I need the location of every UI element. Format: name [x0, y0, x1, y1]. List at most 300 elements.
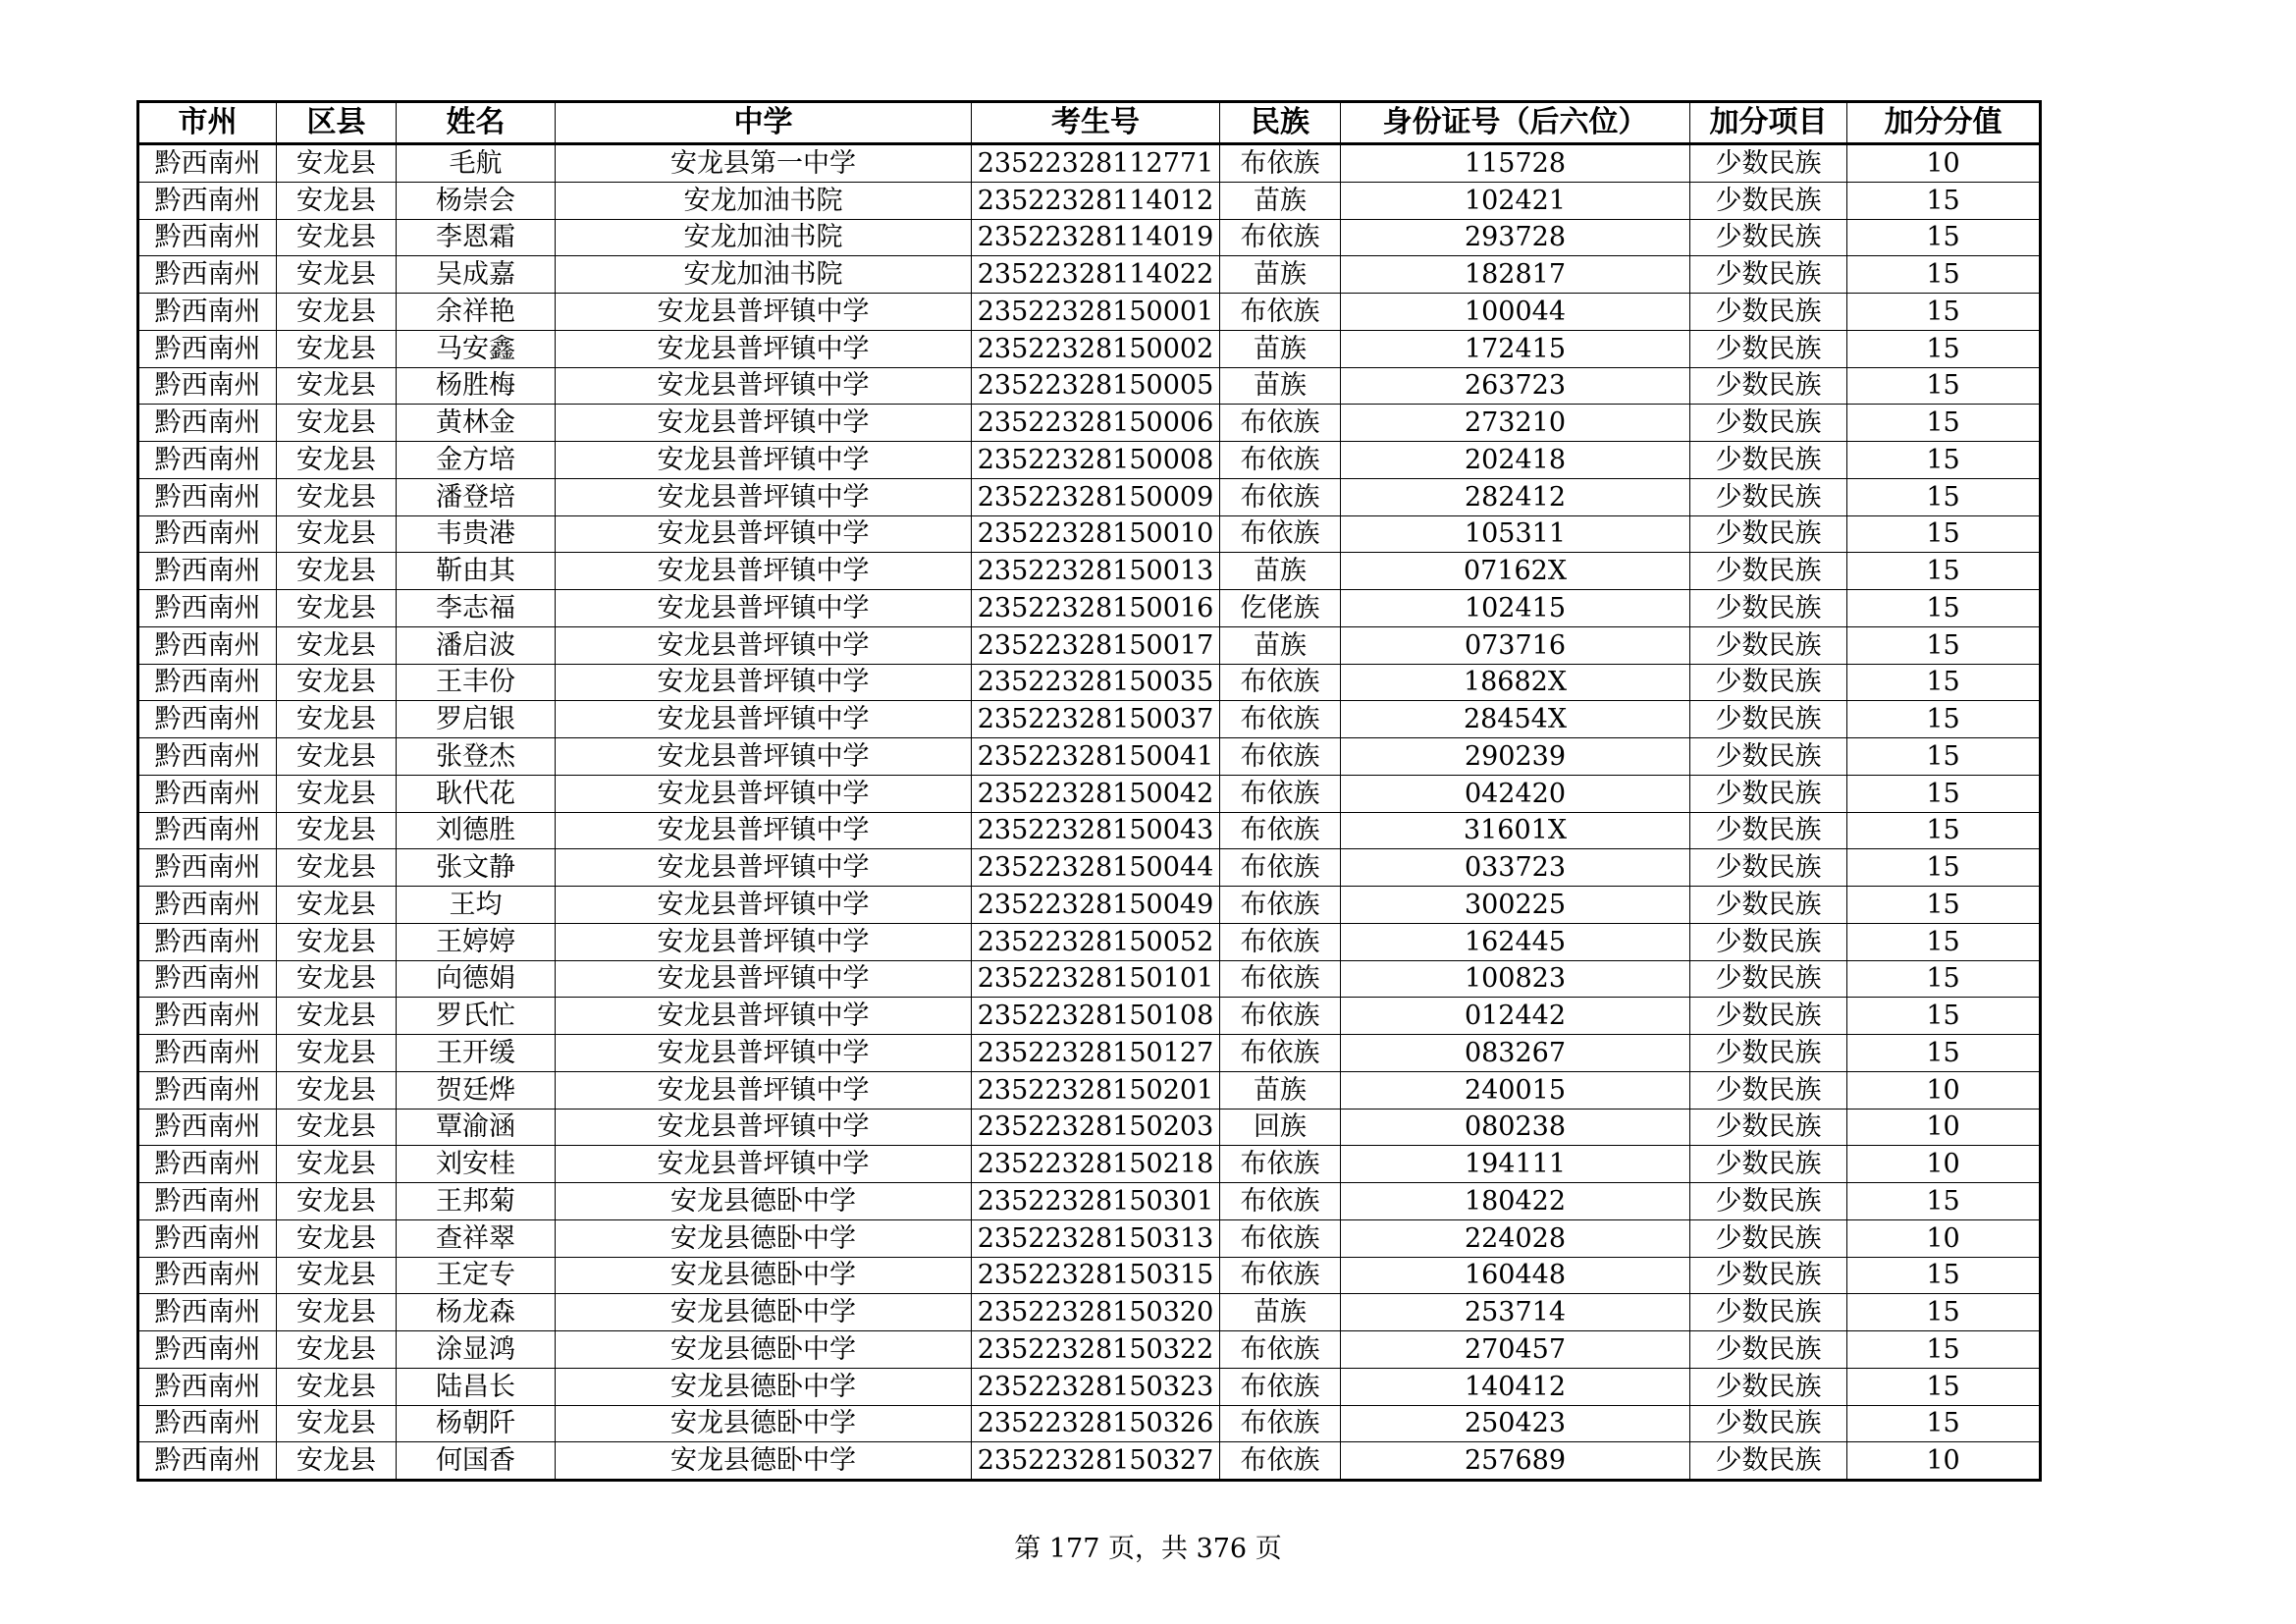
cell-school: 安龙县普坪镇中学 — [556, 1109, 972, 1146]
cell-bonus-item: 少数民族 — [1690, 442, 1847, 479]
cell-name: 靳由其 — [397, 553, 556, 590]
cell-ethnicity: 布依族 — [1220, 923, 1341, 960]
cell-county: 安龙县 — [277, 701, 397, 738]
cell-school: 安龙加油书院 — [556, 256, 972, 294]
cell-name: 金方培 — [397, 442, 556, 479]
table-row — [138, 960, 2041, 998]
table-row — [138, 1219, 2041, 1257]
cell-city: 黔西南州 — [138, 887, 277, 924]
cell-school: 安龙县普坪镇中学 — [556, 478, 972, 515]
table-row — [138, 1071, 2041, 1109]
cell-county: 安龙县 — [277, 738, 397, 776]
cell-bonus-item: 少数民族 — [1690, 701, 1847, 738]
column-header-id-suffix: 身份证号（后六位） — [1341, 102, 1690, 144]
cell-city: 黔西南州 — [138, 998, 277, 1035]
cell-exam-number: 23522328150016 — [972, 590, 1220, 627]
cell-name: 向德娟 — [397, 960, 556, 998]
cell-exam-number: 23522328150009 — [972, 478, 1220, 515]
cell-exam-number: 23522328150017 — [972, 626, 1220, 664]
cell-ethnicity: 布依族 — [1220, 1368, 1341, 1405]
cell-exam-number: 23522328150013 — [972, 553, 1220, 590]
cell-ethnicity: 布依族 — [1220, 998, 1341, 1035]
cell-id-suffix: 083267 — [1341, 1035, 1690, 1072]
cell-exam-number: 23522328150008 — [972, 442, 1220, 479]
cell-city: 黔西南州 — [138, 478, 277, 515]
cell-bonus-item: 少数民族 — [1690, 1219, 1847, 1257]
cell-county: 安龙县 — [277, 1368, 397, 1405]
cell-county: 安龙县 — [277, 256, 397, 294]
cell-exam-number: 23522328150037 — [972, 701, 1220, 738]
cell-city: 黔西南州 — [138, 775, 277, 812]
cell-school: 安龙加油书院 — [556, 219, 972, 256]
cell-id-suffix: 042420 — [1341, 775, 1690, 812]
cell-id-suffix: 073716 — [1341, 626, 1690, 664]
cell-bonus-item: 少数民族 — [1690, 626, 1847, 664]
cell-county: 安龙县 — [277, 219, 397, 256]
cell-id-suffix: 18682X — [1341, 664, 1690, 701]
cell-ethnicity: 布依族 — [1220, 515, 1341, 553]
cell-county: 安龙县 — [277, 1442, 397, 1481]
cell-id-suffix: 102421 — [1341, 182, 1690, 219]
cell-school: 安龙县德卧中学 — [556, 1405, 972, 1442]
table-row — [138, 256, 2041, 294]
cell-id-suffix: 273210 — [1341, 405, 1690, 442]
table-row — [138, 515, 2041, 553]
table-row — [138, 1183, 2041, 1220]
table-row — [138, 442, 2041, 479]
cell-bonus-item: 少数民族 — [1690, 478, 1847, 515]
cell-exam-number: 23522328150002 — [972, 330, 1220, 367]
cell-name: 覃渝涵 — [397, 1109, 556, 1146]
table-row — [138, 144, 2041, 183]
cell-name: 涂显鸿 — [397, 1331, 556, 1369]
table-row — [138, 701, 2041, 738]
cell-bonus-item: 少数民族 — [1690, 294, 1847, 331]
cell-county: 安龙县 — [277, 144, 397, 183]
cell-ethnicity: 苗族 — [1220, 330, 1341, 367]
cell-city: 黔西南州 — [138, 1183, 277, 1220]
cell-bonus-points: 10 — [1847, 1109, 2041, 1146]
table-row — [138, 998, 2041, 1035]
cell-school: 安龙县普坪镇中学 — [556, 1035, 972, 1072]
cell-county: 安龙县 — [277, 405, 397, 442]
cell-id-suffix: 162445 — [1341, 923, 1690, 960]
cell-school: 安龙县德卧中学 — [556, 1331, 972, 1369]
cell-bonus-item: 少数民族 — [1690, 553, 1847, 590]
cell-ethnicity: 苗族 — [1220, 553, 1341, 590]
cell-exam-number: 23522328150005 — [972, 367, 1220, 405]
cell-bonus-points: 15 — [1847, 1331, 2041, 1369]
cell-ethnicity: 布依族 — [1220, 478, 1341, 515]
cell-id-suffix: 293728 — [1341, 219, 1690, 256]
column-header-name: 姓名 — [397, 102, 556, 144]
cell-ethnicity: 仡佬族 — [1220, 590, 1341, 627]
cell-county: 安龙县 — [277, 1294, 397, 1331]
column-header-city: 市州 — [138, 102, 277, 144]
cell-city: 黔西南州 — [138, 738, 277, 776]
cell-name: 李志福 — [397, 590, 556, 627]
cell-exam-number: 23522328150315 — [972, 1257, 1220, 1294]
cell-city: 黔西南州 — [138, 701, 277, 738]
cell-id-suffix: 257689 — [1341, 1442, 1690, 1481]
cell-exam-number: 23522328150201 — [972, 1071, 1220, 1109]
cell-id-suffix: 270457 — [1341, 1331, 1690, 1369]
table-row — [138, 478, 2041, 515]
cell-county: 安龙县 — [277, 1219, 397, 1257]
cell-city: 黔西南州 — [138, 1035, 277, 1072]
cell-county: 安龙县 — [277, 367, 397, 405]
cell-name: 刘安桂 — [397, 1146, 556, 1183]
column-header-school: 中学 — [556, 102, 972, 144]
cell-name: 刘德胜 — [397, 812, 556, 849]
cell-bonus-item: 少数民族 — [1690, 1109, 1847, 1146]
table-header-row — [138, 102, 2041, 144]
cell-school: 安龙县普坪镇中学 — [556, 998, 972, 1035]
table-row — [138, 405, 2041, 442]
cell-city: 黔西南州 — [138, 330, 277, 367]
cell-exam-number: 23522328150043 — [972, 812, 1220, 849]
cell-county: 安龙县 — [277, 590, 397, 627]
cell-name: 杨龙森 — [397, 1294, 556, 1331]
cell-name: 查祥翠 — [397, 1219, 556, 1257]
cell-school: 安龙县普坪镇中学 — [556, 960, 972, 998]
cell-county: 安龙县 — [277, 998, 397, 1035]
cell-school: 安龙加油书院 — [556, 182, 972, 219]
column-header-ethnicity: 民族 — [1220, 102, 1341, 144]
table-row — [138, 1405, 2041, 1442]
cell-city: 黔西南州 — [138, 442, 277, 479]
cell-id-suffix: 194111 — [1341, 1146, 1690, 1183]
cell-bonus-points: 15 — [1847, 1368, 2041, 1405]
cell-id-suffix: 300225 — [1341, 887, 1690, 924]
cell-city: 黔西南州 — [138, 256, 277, 294]
cell-bonus-item: 少数民族 — [1690, 367, 1847, 405]
cell-school: 安龙县德卧中学 — [556, 1257, 972, 1294]
cell-bonus-item: 少数民族 — [1690, 515, 1847, 553]
cell-ethnicity: 布依族 — [1220, 664, 1341, 701]
cell-bonus-item: 少数民族 — [1690, 405, 1847, 442]
cell-ethnicity: 布依族 — [1220, 887, 1341, 924]
cell-id-suffix: 253714 — [1341, 1294, 1690, 1331]
column-header-bonus-points: 加分分值 — [1847, 102, 2041, 144]
cell-school: 安龙县普坪镇中学 — [556, 405, 972, 442]
cell-bonus-item: 少数民族 — [1690, 960, 1847, 998]
cell-school: 安龙县普坪镇中学 — [556, 1146, 972, 1183]
cell-name: 张文静 — [397, 849, 556, 887]
cell-county: 安龙县 — [277, 442, 397, 479]
cell-county: 安龙县 — [277, 849, 397, 887]
table-body — [138, 144, 2041, 1481]
cell-bonus-item: 少数民族 — [1690, 1257, 1847, 1294]
cell-ethnicity: 布依族 — [1220, 812, 1341, 849]
cell-name: 王丰份 — [397, 664, 556, 701]
cell-school: 安龙县普坪镇中学 — [556, 812, 972, 849]
cell-id-suffix: 250423 — [1341, 1405, 1690, 1442]
cell-exam-number: 23522328150322 — [972, 1331, 1220, 1369]
cell-bonus-item: 少数民族 — [1690, 849, 1847, 887]
score-bonus-table — [136, 100, 2042, 1482]
cell-id-suffix: 080238 — [1341, 1109, 1690, 1146]
cell-id-suffix: 033723 — [1341, 849, 1690, 887]
cell-name: 王邦菊 — [397, 1183, 556, 1220]
cell-bonus-points: 15 — [1847, 219, 2041, 256]
cell-bonus-points: 15 — [1847, 775, 2041, 812]
cell-bonus-points: 10 — [1847, 1219, 2041, 1257]
cell-county: 安龙县 — [277, 478, 397, 515]
cell-bonus-item: 少数民族 — [1690, 256, 1847, 294]
cell-county: 安龙县 — [277, 1183, 397, 1220]
cell-exam-number: 23522328150035 — [972, 664, 1220, 701]
table-row — [138, 590, 2041, 627]
cell-city: 黔西南州 — [138, 590, 277, 627]
cell-bonus-item: 少数民族 — [1690, 182, 1847, 219]
cell-id-suffix: 102415 — [1341, 590, 1690, 627]
table-row — [138, 1331, 2041, 1369]
cell-name: 张登杰 — [397, 738, 556, 776]
cell-exam-number: 23522328150313 — [972, 1219, 1220, 1257]
cell-city: 黔西南州 — [138, 1294, 277, 1331]
cell-school: 安龙县第一中学 — [556, 144, 972, 183]
column-header-bonus-item: 加分项目 — [1690, 102, 1847, 144]
cell-bonus-points: 15 — [1847, 330, 2041, 367]
cell-exam-number: 23522328150301 — [972, 1183, 1220, 1220]
cell-id-suffix: 115728 — [1341, 144, 1690, 183]
cell-bonus-points: 15 — [1847, 849, 2041, 887]
cell-ethnicity: 回族 — [1220, 1109, 1341, 1146]
table-row — [138, 738, 2041, 776]
cell-exam-number: 23522328150127 — [972, 1035, 1220, 1072]
cell-name: 陆昌长 — [397, 1368, 556, 1405]
cell-bonus-points: 15 — [1847, 1183, 2041, 1220]
cell-city: 黔西南州 — [138, 1257, 277, 1294]
cell-name: 杨崇会 — [397, 182, 556, 219]
cell-school: 安龙县普坪镇中学 — [556, 626, 972, 664]
cell-exam-number: 23522328150323 — [972, 1368, 1220, 1405]
cell-exam-number: 23522328150006 — [972, 405, 1220, 442]
cell-county: 安龙县 — [277, 1071, 397, 1109]
cell-bonus-item: 少数民族 — [1690, 664, 1847, 701]
cell-ethnicity: 布依族 — [1220, 294, 1341, 331]
cell-city: 黔西南州 — [138, 1405, 277, 1442]
table-row — [138, 294, 2041, 331]
cell-ethnicity: 布依族 — [1220, 1035, 1341, 1072]
cell-name: 马安鑫 — [397, 330, 556, 367]
cell-school: 安龙县德卧中学 — [556, 1294, 972, 1331]
cell-bonus-item: 少数民族 — [1690, 998, 1847, 1035]
cell-ethnicity: 布依族 — [1220, 405, 1341, 442]
cell-bonus-item: 少数民族 — [1690, 923, 1847, 960]
cell-name: 杨胜梅 — [397, 367, 556, 405]
cell-bonus-item: 少数民族 — [1690, 219, 1847, 256]
table-row — [138, 1146, 2041, 1183]
cell-bonus-points: 15 — [1847, 960, 2041, 998]
table-row — [138, 626, 2041, 664]
cell-id-suffix: 100823 — [1341, 960, 1690, 998]
cell-id-suffix: 180422 — [1341, 1183, 1690, 1220]
cell-exam-number: 23522328150320 — [972, 1294, 1220, 1331]
cell-bonus-points: 15 — [1847, 1035, 2041, 1072]
cell-id-suffix: 202418 — [1341, 442, 1690, 479]
cell-name: 杨朝阡 — [397, 1405, 556, 1442]
cell-county: 安龙县 — [277, 1109, 397, 1146]
cell-bonus-points: 15 — [1847, 1294, 2041, 1331]
cell-county: 安龙县 — [277, 330, 397, 367]
cell-county: 安龙县 — [277, 515, 397, 553]
cell-bonus-points: 15 — [1847, 626, 2041, 664]
cell-city: 黔西南州 — [138, 1071, 277, 1109]
cell-exam-number: 23522328150327 — [972, 1442, 1220, 1481]
cell-name: 韦贵港 — [397, 515, 556, 553]
cell-ethnicity: 布依族 — [1220, 849, 1341, 887]
cell-county: 安龙县 — [277, 775, 397, 812]
cell-bonus-item: 少数民族 — [1690, 775, 1847, 812]
cell-bonus-points: 15 — [1847, 923, 2041, 960]
table-row — [138, 849, 2041, 887]
cell-school: 安龙县德卧中学 — [556, 1219, 972, 1257]
cell-bonus-points: 15 — [1847, 478, 2041, 515]
cell-bonus-item: 少数民族 — [1690, 1368, 1847, 1405]
cell-school: 安龙县普坪镇中学 — [556, 590, 972, 627]
cell-city: 黔西南州 — [138, 664, 277, 701]
cell-ethnicity: 布依族 — [1220, 775, 1341, 812]
cell-exam-number: 23522328114019 — [972, 219, 1220, 256]
cell-bonus-points: 15 — [1847, 256, 2041, 294]
table-row — [138, 1368, 2041, 1405]
cell-id-suffix: 290239 — [1341, 738, 1690, 776]
cell-city: 黔西南州 — [138, 812, 277, 849]
cell-bonus-points: 15 — [1847, 553, 2041, 590]
table-row — [138, 664, 2041, 701]
table-row — [138, 553, 2041, 590]
cell-county: 安龙县 — [277, 960, 397, 998]
cell-ethnicity: 布依族 — [1220, 701, 1341, 738]
table-row — [138, 367, 2041, 405]
cell-exam-number: 23522328150010 — [972, 515, 1220, 553]
cell-id-suffix: 105311 — [1341, 515, 1690, 553]
cell-bonus-item: 少数民族 — [1690, 1071, 1847, 1109]
cell-school: 安龙县普坪镇中学 — [556, 923, 972, 960]
cell-bonus-points: 15 — [1847, 701, 2041, 738]
cell-school: 安龙县普坪镇中学 — [556, 738, 972, 776]
cell-city: 黔西南州 — [138, 294, 277, 331]
cell-bonus-points: 10 — [1847, 1146, 2041, 1183]
cell-name: 贺廷烨 — [397, 1071, 556, 1109]
cell-bonus-points: 10 — [1847, 1071, 2041, 1109]
cell-city: 黔西南州 — [138, 1219, 277, 1257]
column-header-exam-number: 考生号 — [972, 102, 1220, 144]
cell-id-suffix: 140412 — [1341, 1368, 1690, 1405]
cell-ethnicity: 苗族 — [1220, 1294, 1341, 1331]
cell-ethnicity: 布依族 — [1220, 144, 1341, 183]
cell-city: 黔西南州 — [138, 1331, 277, 1369]
cell-ethnicity: 布依族 — [1220, 1331, 1341, 1369]
cell-city: 黔西南州 — [138, 626, 277, 664]
cell-school: 安龙县德卧中学 — [556, 1183, 972, 1220]
cell-bonus-points: 15 — [1847, 294, 2041, 331]
cell-ethnicity: 布依族 — [1220, 1146, 1341, 1183]
table-row — [138, 1442, 2041, 1481]
cell-ethnicity: 苗族 — [1220, 182, 1341, 219]
cell-exam-number: 23522328112771 — [972, 144, 1220, 183]
cell-county: 安龙县 — [277, 182, 397, 219]
cell-county: 安龙县 — [277, 553, 397, 590]
cell-ethnicity: 苗族 — [1220, 626, 1341, 664]
cell-bonus-points: 15 — [1847, 515, 2041, 553]
cell-bonus-points: 15 — [1847, 1405, 2041, 1442]
cell-school: 安龙县普坪镇中学 — [556, 442, 972, 479]
cell-bonus-points: 15 — [1847, 998, 2041, 1035]
cell-bonus-item: 少数民族 — [1690, 1331, 1847, 1369]
cell-school: 安龙县普坪镇中学 — [556, 330, 972, 367]
table-row — [138, 1257, 2041, 1294]
cell-county: 安龙县 — [277, 294, 397, 331]
cell-exam-number: 23522328150203 — [972, 1109, 1220, 1146]
cell-exam-number: 23522328150049 — [972, 887, 1220, 924]
cell-bonus-points: 15 — [1847, 664, 2041, 701]
table-row — [138, 812, 2041, 849]
cell-exam-number: 23522328150044 — [972, 849, 1220, 887]
cell-bonus-points: 15 — [1847, 182, 2041, 219]
table-row — [138, 219, 2041, 256]
cell-city: 黔西南州 — [138, 219, 277, 256]
cell-name: 余祥艳 — [397, 294, 556, 331]
cell-name: 李恩霜 — [397, 219, 556, 256]
cell-name: 王婷婷 — [397, 923, 556, 960]
page-number-footer: 第 177 页，共 376 页 — [1014, 1534, 1282, 1564]
cell-ethnicity: 布依族 — [1220, 738, 1341, 776]
cell-bonus-item: 少数民族 — [1690, 590, 1847, 627]
cell-city: 黔西南州 — [138, 960, 277, 998]
cell-city: 黔西南州 — [138, 1109, 277, 1146]
cell-school: 安龙县普坪镇中学 — [556, 1071, 972, 1109]
cell-bonus-points: 15 — [1847, 405, 2041, 442]
cell-ethnicity: 布依族 — [1220, 1442, 1341, 1481]
cell-city: 黔西南州 — [138, 367, 277, 405]
cell-exam-number: 23522328150218 — [972, 1146, 1220, 1183]
cell-id-suffix: 240015 — [1341, 1071, 1690, 1109]
cell-bonus-points: 15 — [1847, 590, 2041, 627]
cell-ethnicity: 布依族 — [1220, 1257, 1341, 1294]
cell-school: 安龙县普坪镇中学 — [556, 294, 972, 331]
cell-county: 安龙县 — [277, 664, 397, 701]
cell-exam-number: 23522328150042 — [972, 775, 1220, 812]
cell-name: 潘登培 — [397, 478, 556, 515]
cell-name: 耿代花 — [397, 775, 556, 812]
cell-exam-number: 23522328150052 — [972, 923, 1220, 960]
cell-school: 安龙县普坪镇中学 — [556, 701, 972, 738]
cell-bonus-points: 15 — [1847, 442, 2041, 479]
cell-city: 黔西南州 — [138, 553, 277, 590]
cell-bonus-item: 少数民族 — [1690, 887, 1847, 924]
cell-ethnicity: 苗族 — [1220, 1071, 1341, 1109]
cell-id-suffix: 224028 — [1341, 1219, 1690, 1257]
column-header-county: 区县 — [277, 102, 397, 144]
cell-city: 黔西南州 — [138, 1442, 277, 1481]
cell-exam-number: 23522328150326 — [972, 1405, 1220, 1442]
cell-bonus-item: 少数民族 — [1690, 738, 1847, 776]
cell-ethnicity: 苗族 — [1220, 256, 1341, 294]
cell-city: 黔西南州 — [138, 923, 277, 960]
cell-ethnicity: 布依族 — [1220, 960, 1341, 998]
cell-county: 安龙县 — [277, 812, 397, 849]
cell-bonus-item: 少数民族 — [1690, 1146, 1847, 1183]
cell-bonus-points: 15 — [1847, 367, 2041, 405]
cell-ethnicity: 布依族 — [1220, 442, 1341, 479]
cell-ethnicity: 布依族 — [1220, 1405, 1341, 1442]
cell-bonus-points: 15 — [1847, 887, 2041, 924]
cell-bonus-item: 少数民族 — [1690, 330, 1847, 367]
cell-city: 黔西南州 — [138, 144, 277, 183]
